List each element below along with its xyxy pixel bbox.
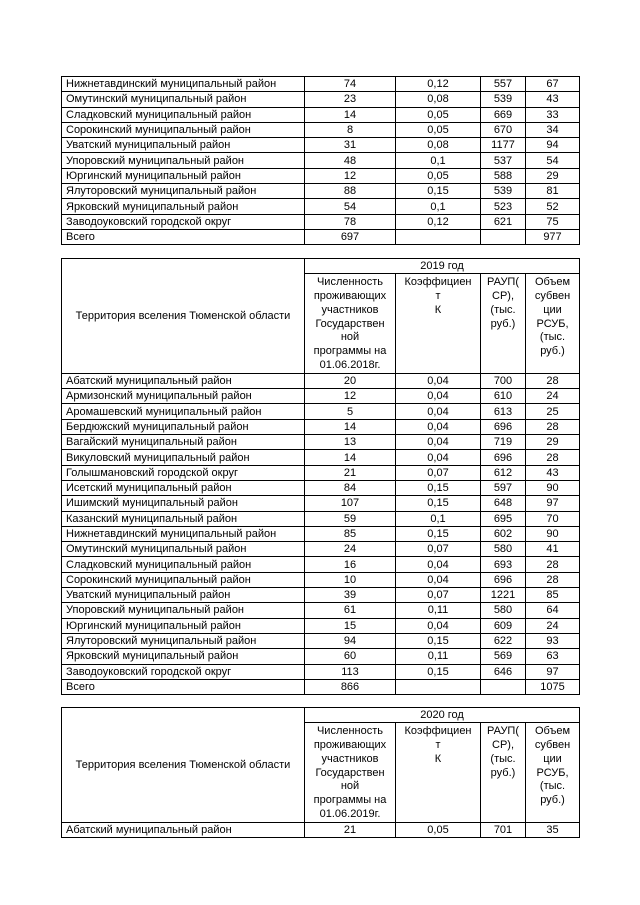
territory-cell: Вагайский муниципальный район [62,435,305,450]
coefficient-cell: 0,15 [396,633,481,648]
participants-total-cell: 866 [305,679,396,694]
territory-cell: Нижнетавдинский муниципальный район [62,526,305,541]
participants-cell: 12 [305,168,396,183]
table-row [62,526,580,541]
participants-header: Численность проживающих участников Государствен ной программы на 01.06.2019г. [305,723,396,823]
coefficient-cell: 0,11 [396,603,481,618]
raup-cell: 557 [481,77,526,92]
subvention-table-2019 [61,258,580,695]
raup-cell: 539 [481,92,526,107]
raup-cell: 613 [481,404,526,419]
participants-cell: 12 [305,389,396,404]
raup-cell: 648 [481,496,526,511]
participants-cell: 85 [305,526,396,541]
participants-cell: 48 [305,153,396,168]
table-row [62,199,580,214]
participants-cell: 60 [305,649,396,664]
coefficient-cell: 0,05 [396,122,481,137]
territory-cell: Уватский муниципальный район [62,138,305,153]
participants-cell: 74 [305,77,396,92]
table-row [62,572,580,587]
subvention-cell: 97 [526,496,580,511]
table-row [62,389,580,404]
raup-cell: 646 [481,664,526,679]
header-year-row [62,708,580,723]
raup-cell: 612 [481,465,526,480]
subvention-total-cell: 977 [526,229,580,244]
table-row [62,542,580,557]
territory-cell: Сорокинский муниципальный район [62,572,305,587]
subvention-cell: 24 [526,618,580,633]
raup-cell: 696 [481,572,526,587]
participants-cell: 10 [305,572,396,587]
table-row [62,153,580,168]
coefficient-cell: 0,04 [396,373,481,388]
coefficient-cell [396,679,481,694]
raup-cell [481,679,526,694]
raup-cell: 670 [481,122,526,137]
coefficient-cell: 0,04 [396,419,481,434]
subvention-cell: 85 [526,588,580,603]
raup-header: РАУП( СР), (тыс. руб.) [481,723,526,823]
subvention-cell: 93 [526,633,580,648]
raup-cell: 693 [481,557,526,572]
participants-cell: 8 [305,122,396,137]
participants-cell: 107 [305,496,396,511]
coefficient-cell: 0,1 [396,153,481,168]
coefficient-cell: 0,1 [396,199,481,214]
territory-cell: Абатский муниципальный район [62,822,305,837]
participants-cell: 78 [305,214,396,229]
raup-cell: 669 [481,107,526,122]
table-row [62,649,580,664]
table-row [62,373,580,388]
subvention-cell: 24 [526,389,580,404]
territory-header: Территория вселения Тюменской области [62,708,305,823]
territory-cell: Заводоуковский городской округ [62,214,305,229]
subvention-header: Объем субвен ции РСУБ, (тыс. руб.) [526,274,580,374]
coefficient-cell: 0,04 [396,572,481,587]
table-row [62,419,580,434]
table-row [62,496,580,511]
raup-cell: 622 [481,633,526,648]
coefficient-cell: 0,04 [396,450,481,465]
territory-cell: Нижнетавдинский муниципальный район [62,77,305,92]
table-row [62,184,580,199]
participants-cell: 59 [305,511,396,526]
territory-cell: Сладковский муниципальный район [62,557,305,572]
coefficient-cell [396,229,481,244]
table-row [62,107,580,122]
territory-cell: Ярковский муниципальный район [62,199,305,214]
subvention-cell: 28 [526,557,580,572]
coefficient-cell: 0,15 [396,526,481,541]
raup-cell: 695 [481,511,526,526]
subvention-cell: 63 [526,649,580,664]
raup-cell: 1177 [481,138,526,153]
subvention-cell: 81 [526,184,580,199]
coefficient-cell: 0,12 [396,77,481,92]
coefficient-header: Коэффициен т К [396,274,481,374]
raup-cell: 539 [481,184,526,199]
coefficient-header: Коэффициен т К [396,723,481,823]
coefficient-cell: 0,05 [396,107,481,122]
raup-cell: 523 [481,199,526,214]
participants-cell: 39 [305,588,396,603]
raup-cell: 719 [481,435,526,450]
total-row [62,679,580,694]
participants-cell: 31 [305,138,396,153]
territory-cell: Сорокинский муниципальный район [62,122,305,137]
coefficient-cell: 0,07 [396,465,481,480]
table-row [62,168,580,183]
table-row [62,822,580,837]
raup-cell: 569 [481,649,526,664]
territory-cell: Исетский муниципальный район [62,480,305,495]
total-row [62,229,580,244]
raup-cell: 1221 [481,588,526,603]
coefficient-cell: 0,08 [396,138,481,153]
subvention-cell: 67 [526,77,580,92]
coefficient-cell: 0,05 [396,168,481,183]
table-row [62,122,580,137]
territory-cell: Ярковский муниципальный район [62,649,305,664]
subvention-table-2020 [61,707,580,838]
territory-cell: Ялуторовский муниципальный район [62,184,305,199]
table-row [62,480,580,495]
participants-cell: 54 [305,199,396,214]
territory-cell: Юргинский муниципальный район [62,168,305,183]
subvention-cell: 90 [526,526,580,541]
participants-cell: 88 [305,184,396,199]
subvention-header: Объем субвен ции РСУБ, (тыс. руб.) [526,723,580,823]
participants-cell: 94 [305,633,396,648]
year-header: 2019 год [305,259,580,274]
raup-header: РАУП( СР), (тыс. руб.) [481,274,526,374]
table-row [62,404,580,419]
subvention-cell: 25 [526,404,580,419]
coefficient-cell: 0,05 [396,822,481,837]
participants-cell: 15 [305,618,396,633]
participants-cell: 16 [305,557,396,572]
coefficient-cell: 0,15 [396,184,481,199]
raup-cell: 537 [481,153,526,168]
raup-cell: 696 [481,450,526,465]
subvention-cell: 41 [526,542,580,557]
table-row [62,557,580,572]
subvention-cell: 43 [526,92,580,107]
territory-cell: Голышмановский городской округ [62,465,305,480]
territory-cell: Бердюжский муниципальный район [62,419,305,434]
subvention-cell: 28 [526,373,580,388]
participants-cell: 61 [305,603,396,618]
table-row [62,214,580,229]
table-row [62,450,580,465]
raup-cell: 609 [481,618,526,633]
coefficient-cell: 0,15 [396,496,481,511]
subvention-cell: 29 [526,435,580,450]
coefficient-cell: 0,15 [396,664,481,679]
coefficient-cell: 0,04 [396,389,481,404]
participants-total-cell: 697 [305,229,396,244]
table-row [62,138,580,153]
table-row [62,92,580,107]
table-row [62,435,580,450]
participants-cell: 23 [305,92,396,107]
coefficient-cell: 0,07 [396,588,481,603]
participants-cell: 14 [305,450,396,465]
territory-cell: Омутинский муниципальный район [62,542,305,557]
table-row [62,618,580,633]
participants-cell: 113 [305,664,396,679]
raup-cell [481,229,526,244]
participants-cell: 84 [305,480,396,495]
participants-cell: 14 [305,419,396,434]
raup-cell: 602 [481,526,526,541]
participants-cell: 21 [305,465,396,480]
subvention-cell: 75 [526,214,580,229]
territory-cell: Ишимский муниципальный район [62,496,305,511]
coefficient-cell: 0,04 [396,435,481,450]
subvention-table-continued [61,76,580,245]
coefficient-cell: 0,12 [396,214,481,229]
participants-cell: 5 [305,404,396,419]
subvention-cell: 97 [526,664,580,679]
participants-cell: 14 [305,107,396,122]
territory-cell: Ялуторовский муниципальный район [62,633,305,648]
year-header: 2020 год [305,708,580,723]
coefficient-cell: 0,04 [396,557,481,572]
territory-header: Территория вселения Тюменской области [62,259,305,374]
table-row [62,664,580,679]
participants-cell: 24 [305,542,396,557]
territory-cell: Уватский муниципальный район [62,588,305,603]
raup-cell: 610 [481,389,526,404]
subvention-cell: 52 [526,199,580,214]
raup-cell: 580 [481,542,526,557]
territory-cell: Сладковский муниципальный район [62,107,305,122]
territory-cell: Армизонский муниципальный район [62,389,305,404]
subvention-cell: 28 [526,572,580,587]
coefficient-cell: 0,07 [396,542,481,557]
participants-cell: 21 [305,822,396,837]
header-year-row [62,259,580,274]
subvention-cell: 28 [526,419,580,434]
coefficient-cell: 0,15 [396,480,481,495]
table-row [62,77,580,92]
subvention-cell: 94 [526,138,580,153]
table-row [62,603,580,618]
territory-cell: Аромашевский муниципальный район [62,404,305,419]
coefficient-cell: 0,04 [396,618,481,633]
territory-cell: Юргинский муниципальный район [62,618,305,633]
territory-cell: Абатский муниципальный район [62,373,305,388]
subvention-total-cell: 1075 [526,679,580,694]
coefficient-cell: 0,1 [396,511,481,526]
territory-cell: Викуловский муниципальный район [62,450,305,465]
subvention-cell: 90 [526,480,580,495]
raup-cell: 701 [481,822,526,837]
raup-cell: 597 [481,480,526,495]
subvention-cell: 70 [526,511,580,526]
raup-cell: 696 [481,419,526,434]
subvention-cell: 64 [526,603,580,618]
subvention-cell: 28 [526,450,580,465]
subvention-cell: 29 [526,168,580,183]
total-label-cell: Всего [62,229,305,244]
subvention-cell: 33 [526,107,580,122]
subvention-cell: 54 [526,153,580,168]
raup-cell: 700 [481,373,526,388]
total-label-cell: Всего [62,679,305,694]
participants-cell: 20 [305,373,396,388]
table-row [62,465,580,480]
coefficient-cell: 0,04 [396,404,481,419]
coefficient-cell: 0,11 [396,649,481,664]
territory-cell: Омутинский муниципальный район [62,92,305,107]
table-row [62,633,580,648]
raup-cell: 588 [481,168,526,183]
table-row [62,588,580,603]
participants-cell: 13 [305,435,396,450]
territory-cell: Заводоуковский городской округ [62,664,305,679]
table-row [62,511,580,526]
territory-cell: Упоровский муниципальный район [62,153,305,168]
coefficient-cell: 0,08 [396,92,481,107]
territory-cell: Упоровский муниципальный район [62,603,305,618]
territory-cell: Казанский муниципальный район [62,511,305,526]
raup-cell: 621 [481,214,526,229]
participants-header: Численность проживающих участников Государствен ной программы на 01.06.2018г. [305,274,396,374]
subvention-cell: 43 [526,465,580,480]
raup-cell: 580 [481,603,526,618]
subvention-cell: 34 [526,122,580,137]
subvention-cell: 35 [526,822,580,837]
